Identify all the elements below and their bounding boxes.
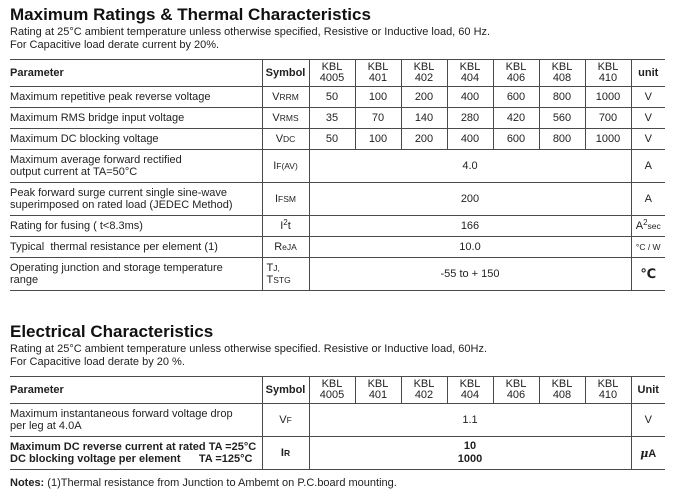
value-line: 10: [463, 440, 477, 452]
model-header: [493, 60, 539, 87]
symbol-cell: [262, 437, 309, 470]
symbol-segment: I: [273, 160, 277, 172]
model-header: [355, 377, 401, 404]
param-line: Rating for fusing ( t<8.3ms): [10, 219, 143, 232]
param-cell: [10, 216, 262, 237]
value-cell: 700: [585, 108, 631, 129]
value-cell: 600: [493, 129, 539, 150]
symbol-line: [267, 262, 309, 274]
electrical-subtitle-2: For Capacitive load derate by 20 %.: [10, 355, 185, 368]
symbol-line: [263, 217, 309, 233]
max-ratings-subtitle-1: Rating at 25°C ambient temperature unless otherwise specified, Resistive or Inductive load, 60 Hz.: [10, 26, 491, 38]
model-header-line: 408: [552, 389, 572, 401]
symbol-line: [263, 91, 309, 103]
symbol-segment: V: [279, 414, 287, 426]
value-cell: 70: [355, 108, 401, 129]
table-row: [10, 87, 665, 108]
value-cell: 560: [539, 108, 585, 129]
electrical-characteristics-section: [10, 322, 665, 489]
model-header-line: KBL: [459, 378, 481, 390]
symbol-segment: RRM: [279, 92, 299, 102]
model-header-line: KBL: [505, 378, 527, 390]
unit-cell: [631, 404, 665, 437]
value-cell: 400: [447, 87, 493, 108]
value-cell: 200: [401, 129, 447, 150]
symbol-line: [263, 414, 309, 426]
unit-cell: [631, 216, 665, 237]
value-cell: 800: [539, 129, 585, 150]
symbol-segment: STG: [273, 275, 291, 285]
value-cell: 1000: [585, 87, 631, 108]
param-cell: [10, 108, 262, 129]
symbol-cell: [262, 87, 309, 108]
param-line: Maximum DC reverse current at rated TA =25°C: [10, 440, 257, 453]
model-header-line: 401: [368, 389, 388, 401]
symbol-segment: A: [648, 447, 657, 460]
spanned-value-cell: [309, 183, 631, 216]
model-header: [539, 60, 585, 87]
value-line: 1.1: [462, 413, 478, 426]
model-header-line: 404: [460, 72, 480, 84]
spanned-value-cell: [309, 404, 631, 437]
value-cell: 100: [355, 129, 401, 150]
symbol-segment: eJA: [282, 242, 297, 252]
value-line: 200: [460, 192, 480, 205]
model-header-line: KBL: [597, 61, 619, 73]
param-cell: [10, 404, 262, 437]
spanned-value-cell: [309, 437, 631, 470]
symbol-segment: V: [644, 91, 652, 103]
symbol-line: [263, 241, 309, 253]
max-ratings-table: [10, 59, 665, 291]
param-line: Typical thermal resistance per element (1): [10, 240, 218, 253]
model-header-line: KBL: [367, 61, 389, 73]
value-line: 4.0: [462, 159, 478, 172]
unit-header: unit: [631, 60, 665, 87]
spanned-value-cell: [309, 216, 631, 237]
symbol-segment: T: [266, 274, 274, 286]
symbol-segment: μ: [640, 446, 649, 460]
max-ratings-title: Maximum Ratings & Thermal Characteristics: [10, 5, 371, 24]
model-header-line: 4005: [319, 72, 345, 84]
param-cell: [10, 150, 262, 183]
value-cell: 35: [309, 108, 355, 129]
symbol-segment: V: [644, 112, 652, 124]
param-line: Operating junction and storage temperature: [10, 261, 223, 274]
param-header: Parameter: [10, 377, 262, 404]
symbol-segment: A: [644, 160, 652, 172]
model-header: [539, 377, 585, 404]
symbol-line: [263, 160, 309, 172]
symbol-segment: R: [274, 241, 283, 253]
table-row: [10, 437, 665, 470]
value-cell: 200: [401, 87, 447, 108]
model-header-line: 410: [598, 72, 618, 84]
model-header: [309, 377, 355, 404]
electrical-title: Electrical Characteristics: [10, 322, 214, 341]
model-header-line: 406: [506, 389, 526, 401]
spanned-value-cell: [309, 237, 631, 258]
symbol-segment: 2: [283, 217, 288, 227]
value-line: 10.0: [459, 240, 481, 253]
param-line: Maximum average forward rectified: [10, 153, 182, 166]
model-header-line: 410: [598, 389, 618, 401]
value-cell: 50: [309, 129, 355, 150]
table-body: [10, 404, 665, 470]
model-header-line: KBL: [459, 61, 481, 73]
model-header-line: KBL: [367, 378, 389, 390]
unit-cell: [631, 108, 665, 129]
symbol-cell: [262, 404, 309, 437]
unit-header: Unit: [631, 377, 665, 404]
symbol-line: [263, 112, 309, 124]
symbol-segment: V: [644, 414, 652, 426]
model-header: [585, 60, 631, 87]
param-cell: [10, 237, 262, 258]
symbol-segment: V: [275, 133, 284, 145]
symbol-line: [263, 133, 309, 145]
spanned-value-cell: [309, 150, 631, 183]
symbol-segment: °C / W: [635, 242, 661, 252]
param-line: Maximum DC blocking voltage: [10, 132, 159, 145]
value-cell: 1000: [585, 129, 631, 150]
header-row: [10, 377, 665, 404]
value-cell: 600: [493, 87, 539, 108]
model-header: [401, 60, 447, 87]
symbol-segment: V: [272, 91, 280, 103]
header-row: [10, 60, 665, 87]
value-cell: 50: [309, 87, 355, 108]
symbol-segment: FSM: [278, 194, 296, 204]
symbol-cell: [262, 258, 309, 291]
table-row: [10, 237, 665, 258]
model-header-line: KBL: [551, 378, 573, 390]
model-header-line: KBL: [505, 61, 527, 73]
model-header-line: KBL: [413, 378, 435, 390]
symbol-segment: sec: [647, 221, 661, 231]
symbol-segment: I: [280, 219, 284, 232]
symbol-segment: F: [286, 415, 292, 425]
symbol-segment: DC: [283, 134, 296, 144]
notes-text: (1)Thermal resistance from Junction to Ambemt on P.C.board mounting.: [47, 477, 397, 489]
symbol-segment: R: [283, 448, 291, 458]
table-row: [10, 258, 665, 291]
symbol-segment: t: [287, 219, 291, 232]
model-header-line: 402: [414, 72, 434, 84]
symbol-segment: I: [280, 447, 284, 459]
symbol-line: [263, 447, 309, 459]
electrical-subtitle-1: Rating at 25°C ambient temperature unless otherwise specified. Resistive or Inductive load, 60Hz.: [10, 343, 488, 355]
symbol-line: [263, 193, 309, 205]
symbol-segment: J,: [273, 263, 280, 273]
symbol-header: Symbol: [262, 60, 309, 87]
model-header-line: 401: [368, 72, 388, 84]
param-line: superimposed on rated load (JEDEC Method): [10, 199, 233, 211]
table-row: [10, 404, 665, 437]
table-row: [10, 216, 665, 237]
table-row: [10, 108, 665, 129]
table-header: [10, 377, 665, 404]
unit-cell: [631, 87, 665, 108]
param-header: Parameter: [10, 60, 262, 87]
param-line: Maximum instantaneous forward voltage drop: [10, 407, 233, 420]
model-header: [355, 60, 401, 87]
param-cell: [10, 87, 262, 108]
value-cell: 100: [355, 87, 401, 108]
model-header-line: 406: [506, 72, 526, 84]
param-line: Maximum RMS bridge input voltage: [10, 111, 185, 124]
max-ratings-subtitle-2: For Capacitive load derate current by 20%.: [10, 38, 220, 51]
table-body: [10, 87, 665, 291]
symbol-segment: RMS: [279, 113, 299, 123]
symbol-cell: [262, 237, 309, 258]
param-cell: [10, 183, 262, 216]
symbol-segment: ℃: [640, 266, 657, 281]
model-header-line: KBL: [321, 378, 343, 390]
model-header-line: 402: [414, 389, 434, 401]
symbol-segment: T: [266, 262, 274, 274]
symbol-cell: [262, 108, 309, 129]
table-header: [10, 60, 665, 87]
symbol-segment: F(AV): [276, 161, 298, 171]
symbol-line: [267, 274, 309, 286]
symbol-segment: A: [635, 220, 644, 232]
unit-cell: [631, 258, 665, 291]
symbol-cell: [262, 216, 309, 237]
model-header: [401, 377, 447, 404]
symbol-cell: [262, 129, 309, 150]
param-cell: [10, 258, 262, 291]
param-cell: [10, 129, 262, 150]
value-line: -55 to + 150: [440, 267, 500, 280]
model-header: [447, 377, 493, 404]
model-header-line: KBL: [413, 61, 435, 73]
symbol-segment: A: [644, 193, 652, 205]
value-cell: 800: [539, 87, 585, 108]
symbol-segment: 2: [643, 218, 648, 227]
model-header: [309, 60, 355, 87]
symbol-header: Symbol: [262, 377, 309, 404]
model-header-line: 4005: [319, 389, 345, 401]
model-header-line: 404: [460, 389, 480, 401]
param-line: output current at TA=50°C: [10, 166, 138, 178]
param-line: per leg at 4.0A: [10, 420, 82, 432]
max-ratings-section: [10, 5, 665, 291]
param-cell: [10, 437, 262, 470]
table-row: [10, 183, 665, 216]
param-line: Peak forward surge current single sine-wave: [10, 186, 228, 199]
unit-cell: [631, 437, 665, 470]
table-row: [10, 129, 665, 150]
symbol-cell: [262, 150, 309, 183]
symbol-segment: V: [272, 112, 280, 124]
unit-cell: [631, 150, 665, 183]
section-divider-space: [10, 291, 665, 320]
param-line: range: [10, 274, 39, 286]
value-line: 166: [460, 219, 480, 232]
value-cell: 280: [447, 108, 493, 129]
model-header-line: KBL: [597, 378, 619, 390]
notes-label: Notes:: [10, 477, 45, 489]
model-header: [493, 377, 539, 404]
symbol-cell: [262, 183, 309, 216]
spanned-value-cell: [309, 258, 631, 291]
value-cell: 400: [447, 129, 493, 150]
value-line: 1000: [457, 453, 483, 465]
unit-cell: [631, 237, 665, 258]
model-header-line: 408: [552, 72, 572, 84]
model-header: [585, 377, 631, 404]
model-header-line: KBL: [551, 61, 573, 73]
model-header-line: KBL: [321, 61, 343, 73]
unit-cell: [631, 129, 665, 150]
param-line: Maximum repetitive peak reverse voltage: [10, 90, 211, 103]
electrical-table: [10, 376, 665, 470]
symbol-segment: V: [644, 133, 652, 145]
value-cell: 140: [401, 108, 447, 129]
unit-cell: [631, 183, 665, 216]
model-header: [447, 60, 493, 87]
param-line: DC blocking voltage per element TA =125°C: [10, 453, 253, 465]
value-cell: 420: [493, 108, 539, 129]
symbol-segment: I: [274, 193, 279, 205]
notes-line: [10, 477, 665, 489]
table-row: [10, 150, 665, 183]
